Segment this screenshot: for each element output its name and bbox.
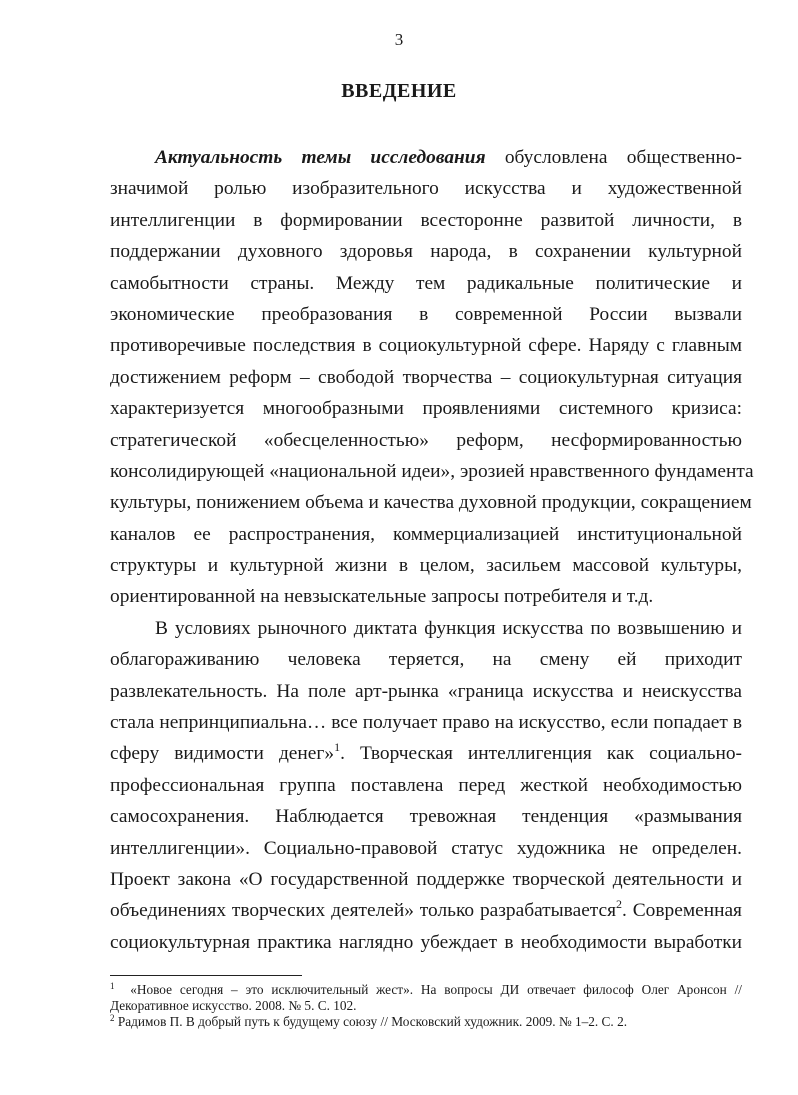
footnote-mark: 2 <box>110 1013 115 1023</box>
paragraph-line: консолидирующей «национальной идеи», эрозией нравственного фундамента <box>110 460 754 482</box>
paragraph-line: самобытности страны. Между тем радикальные политические и <box>110 272 742 294</box>
paragraph-line: Актуальность темы исследования обусловлена общественно- <box>155 147 742 168</box>
paragraph-line: культуры, понижением объема и качества духовной продукции, сокращением <box>110 492 752 514</box>
paragraph-line: стала непринципиальна… все получает право на искусство, если попадает в <box>110 712 742 734</box>
page-number: 3 <box>394 30 404 49</box>
paragraph-line: самосохранения. Наблюдается тревожная тенденция «размывания <box>110 806 742 828</box>
paragraph-line: Проект закона «О государственной поддержке творческой деятельности и <box>110 868 742 890</box>
paragraph-line: ориентированной на невзыскательные запросы потребителя и т.д. <box>110 586 654 608</box>
footnote-divider <box>110 975 302 976</box>
paragraph-line: структуры и культурной жизни в целом, засильем массовой культуры, <box>110 555 742 577</box>
paragraph-line: достижением реформ – свободой творчества – социокультурная ситуация <box>110 366 742 388</box>
paragraph-line: интеллигенции». Социально-правовой статус художника не определен. <box>110 837 742 859</box>
paragraph-line: значимой ролью изобразительного искусства и художественной <box>110 178 742 200</box>
footnote-mark: 1 <box>110 981 115 991</box>
footnote-ref-1[interactable]: 1 <box>334 740 341 755</box>
paragraph-line: объединениях творческих деятелей» только разрабатывается$^2$. Современная <box>110 897 742 922</box>
section-heading: ВВЕДЕНИЕ <box>341 80 457 102</box>
paragraph-line: В условиях рыночного диктата функция искусства по возвышению и <box>155 617 742 639</box>
footnote-1: $^1$ «Новое сегодня – это исключительный жест». На вопросы ДИ отвечает философ Олег Аронсон // <box>110 981 742 997</box>
paragraph-line: поддержании духовного здоровья народа, в сохранении культурной <box>110 241 742 263</box>
paragraph-line: экономические преобразования в современной России вызвали <box>110 303 742 325</box>
paragraph-line: противоречивые последствия в социокультурной сфере. Наряду с главным <box>110 335 742 357</box>
paragraph-line: облагораживанию человека теряется, на смену ей приходит <box>110 649 742 671</box>
footnote-1-continued: Декоративное искусство. 2008. № 5. С. 102. <box>110 998 357 1013</box>
body-text <box>110 142 754 958</box>
footnotes <box>110 982 742 1030</box>
footnote-ref-2[interactable]: 2 <box>616 897 623 912</box>
paragraph-line: каналов ее распространения, коммерциализацией институциональной <box>110 523 742 545</box>
paragraph-line: интеллигенции в формировании всесторонне развитой личности, в <box>110 209 742 231</box>
lead-phrase: Актуальность темы исследования <box>155 147 486 168</box>
paragraph-line: характеризуется многообразными проявлениями системного кризиса: <box>110 398 742 420</box>
paragraph-line: профессиональная группа поставлена перед жесткой необходимостью <box>110 774 742 796</box>
paragraph-line: развлекательность. На поле арт-рынка «граница искусства и неискусства <box>110 680 742 702</box>
paragraph-line: социокультурная практика наглядно убеждает в необходимости выработки <box>110 931 742 953</box>
paragraph-line: стратегической «обесцеленностью» реформ, несформированностью <box>110 429 742 451</box>
paragraph-line: сферу видимости денег»$^1$. Творческая интеллигенция как социально- <box>110 740 742 765</box>
footnote-2: $^2$ Радимов П. В добрый путь к будущему союзу // Московский художник. 2009. № 1–2. С. 2. <box>110 1013 628 1029</box>
